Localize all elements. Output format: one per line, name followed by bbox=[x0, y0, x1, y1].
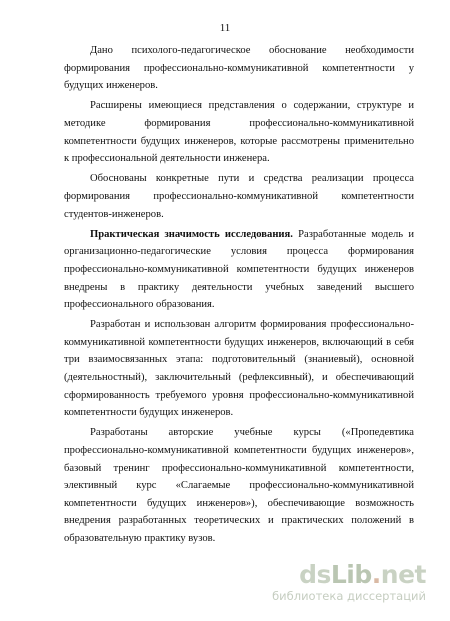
page-number: 11 bbox=[219, 22, 231, 34]
paragraph-practical-significance bbox=[64, 226, 414, 314]
paragraph-text: Разработаны авторские учебные курсы («Пропедевтика профессионально-коммуникативной компетентности будущих инженеров», базовый тренинг профессионально-коммуникативной компетентности, элективный курс «Слагаемые профессионально-коммуникативной компетентности будущих инженеров»), обеспечивающие возможность внедрения разработанных теоретических и практических положений в образовательную практику вузов. bbox=[64, 427, 414, 544]
page-body bbox=[64, 42, 414, 550]
logo-part-ds: ds bbox=[299, 560, 331, 589]
paragraph-rationale bbox=[64, 42, 414, 95]
logo-part-net: net bbox=[380, 560, 426, 589]
paragraph-text: Разработанные модель и организационно-педагогические условия процесса формирования профессионально-коммуникативной компетентности будущих инженеров внедрены в практику деятельности учебных заведений высшего профессионального образования. bbox=[64, 228, 414, 311]
paragraph-algorithm bbox=[64, 316, 414, 422]
paragraph-lead-bold: Практическая значимость исследования. bbox=[90, 228, 293, 240]
watermark-logo bbox=[272, 561, 426, 589]
logo-part-lib: Lib bbox=[330, 560, 372, 589]
paragraph-ways-and-means bbox=[64, 170, 414, 223]
dslib-watermark bbox=[272, 561, 426, 603]
paragraph-text: Разработан и использован алгоритм формирования профессионально-коммуникативной компетентности будущих инженеров, включающий в себя три взаимосвязанных этапа: подготовительный (знаниевый), основной (деятельностный), заключительный (рефлексивный), и обеспечивающий сформированность требуемого уровня профессионально-коммуникативной компетентности будущих инженеров. bbox=[64, 319, 414, 419]
paragraph-text: Расширены имеющиеся представления о содержании, структуре и методике формирования профессионально-коммуникативной компетентности будущих инженеров, которые рассмотрены применительно к профессиональной деятельности инженера. bbox=[64, 100, 414, 165]
watermark-tagline: библиотека диссертаций bbox=[272, 589, 426, 603]
paragraph-text: Обоснованы конкретные пути и средства реализации процесса формирования профессионально-коммуникативной компетентности студентов-инженеров. bbox=[64, 173, 414, 220]
logo-part-dot: . bbox=[371, 560, 381, 589]
paragraph-courses bbox=[64, 424, 414, 547]
paragraph-expanded-concepts bbox=[64, 97, 414, 167]
paragraph-text: Дано психолого-педагогическое обоснование необходимости формирования профессионально-коммуникативной компетентности у будущих инженеров. bbox=[64, 45, 414, 92]
